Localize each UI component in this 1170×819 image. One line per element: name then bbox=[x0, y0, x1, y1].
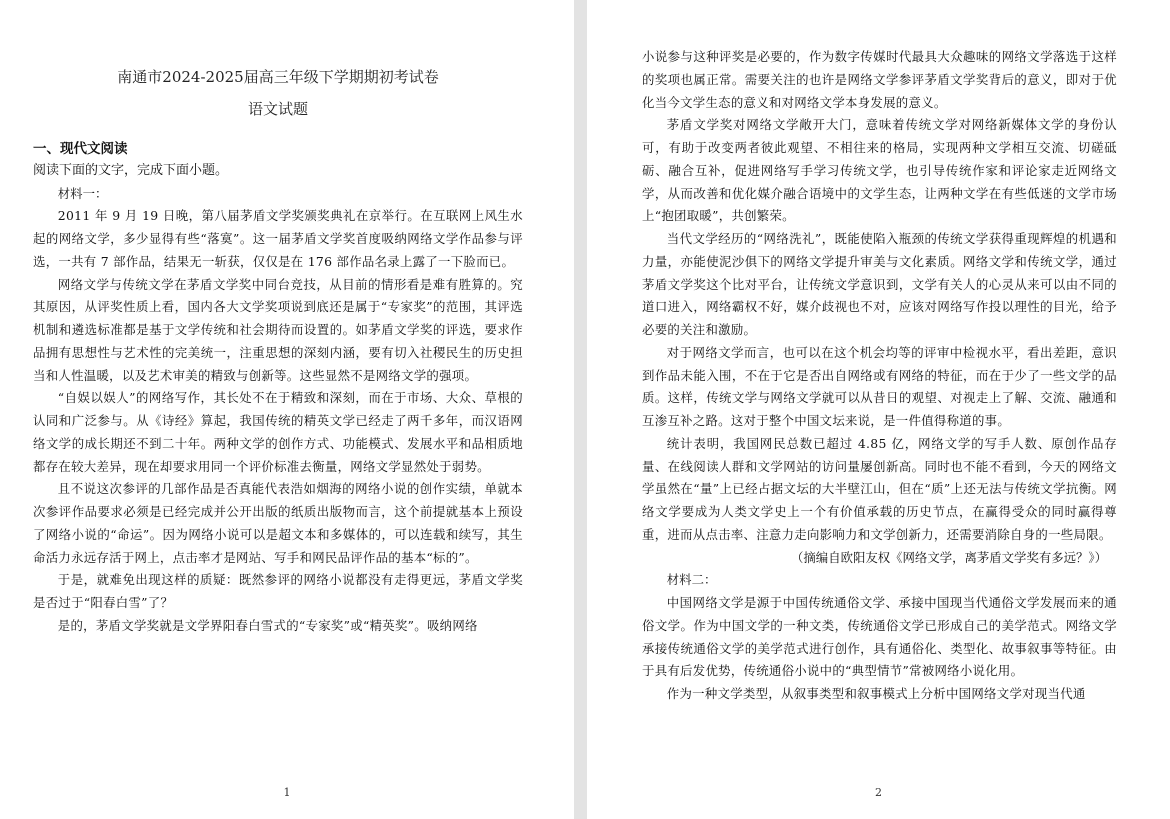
exam-title: 南通市2024-2025届高三年级下学期期初考试卷 bbox=[117, 68, 439, 86]
page-number: 2 bbox=[875, 786, 882, 799]
paragraph: 茅盾文学奖对网络文学敞开大门，意味着传统文学对网络新媒体文学的身份认可，有助于改变两者彼此观望、不相往来的格局，实现两种文学相互交流、切磋砥砺、融合互补，促进网络写手学习传统文学，也引导传统作家和评论家走近网络文学，从而改善和优化媒介融合语境中的文学生态，让两种文学在有些低迷的文学市场上“抱团取暖”，共创繁荣。 bbox=[642, 117, 1117, 224]
source-citation: （摘编自欧阳友权《网络文学，离茅盾文学奖有多远？》） bbox=[791, 549, 1107, 565]
material-1-label: 材料一： bbox=[57, 185, 108, 201]
paragraph: 作为一种文学类型，从叙事类型和叙事模式上分析中国网络文学对现当代通 bbox=[666, 686, 1086, 701]
reading-instruction: 阅读下面的文字，完成下面小题。 bbox=[33, 163, 229, 178]
paragraph: 中国网络文学是源于中国传统通俗文学、承接中国现当代通俗文学发展而来的通俗文学。作为中国文学的一种文类，传统通俗文学已形成自己的美学范式。网络文学承接传统通俗文学的美学范式进行创作，具有通俗化、类型化、故事叙事等特征。由于具有后发优势，传统通俗小说中的“典型情节”常被网络小说化用。 bbox=[642, 595, 1117, 679]
page-gutter bbox=[574, 0, 587, 819]
paragraph: 是的，茅盾文学奖就是文学界阳春白雪式的“专家奖”或“精英奖”。吸纳网络 bbox=[57, 617, 478, 633]
paragraph: 2011 年 9 月 19 日晚，第八届茅盾文学奖颁奖典礼在京举行。在互联网上风生水起的网络文学，多少显得有些“落寞”。这一届茅盾文学奖首度吸纳网络文学作品参与评选，一共有 7 部作品，结果无一斩获，仅仅是在 176 部作品名录上露了一下脸而已。 bbox=[33, 208, 523, 269]
paragraph: 小说参与这种评奖是必要的，作为数字传媒时代最具大众趣味的网络文学落选于这样的奖项也属正常。需要关注的也许是网络文学参评茅盾文学奖背后的意义，即对于优化当今文学生态的意义和对网络文学本身发展的意义。 bbox=[642, 49, 1117, 110]
paragraph: 统计表明，我国网民总数已超过 4.85 亿，网络文学的写手人数、原创作品存量、在线阅读人群和文学网站的访问量屡创新高。同时也不能不看到，今天的网络文学虽然在“量”上已经占据文坛的大半壁江山，但在“质”上还无法与传统文学抗衡。网络文学要成为人类文学史上一个有价值承载的历史节点，在赢得受众的同时赢得尊重，进而从点击率、注意力走向影响力和文学创新力，还需要消除自身的一些局限。 bbox=[642, 435, 1117, 542]
paragraph: 当代文学经历的“网络洗礼”，既能使陷入瓶颈的传统文学获得重现辉煌的机遇和力量，亦能使泥沙俱下的网络文学提升审美与文化素质。网络文学和传统文学，通过茅盾文学奖这个比对平台，让传统文学意识到，文学有关人的心灵从来可以由不同的道口进入，网络霸权不好，媒介歧视也不对，应该对网络写作投以理性的目光，给予必要的关注和激励。 bbox=[642, 231, 1117, 337]
paragraph: “自娱以娱人”的网络写作，其长处不在于精致和深刻，而在于市场、大众、草根的认同和广泛参与。从《诗经》算起，我国传统的精英文学已经走了两千多年，而汉语网络文学的成长期还不到二十年。两种文学的创作方式、功能模式、发展水平和品相质地都存在较大差异，现在却要求用同一个评价标准去衡量，网络文学显然处于弱势。 bbox=[33, 390, 523, 474]
page-1-content bbox=[33, 20, 523, 638]
paragraph: 对于网络文学而言，也可以在这个机会均等的评审中检视水平，看出差距，意识到作品未能入围，不在于它是否出自网络或有网络的特征，而在于少了一些文学的品质。这样，传统文学与网络文学就可以从昔日的观望、对视走上了解、交流、融通和互渗互补之路。这对于整个中国文坛来说，是一件值得称道的事。 bbox=[642, 344, 1117, 428]
exam-subtitle: 语文试题 bbox=[247, 100, 308, 118]
paragraph: 于是，就难免出现这样的质疑：既然参评的网络小说都没有走得更远，茅盾文学奖是否过于“阳春白雪”了？ bbox=[33, 572, 523, 611]
material-2-label: 材料二： bbox=[666, 572, 717, 588]
document-page-2 bbox=[587, 0, 1170, 819]
page-2-content bbox=[642, 46, 1117, 706]
page-number: 1 bbox=[283, 786, 291, 799]
section-heading: 一、现代文阅读 bbox=[33, 141, 128, 157]
paragraph: 且不说这次参评的几部作品是否真能代表浩如烟海的网络小说的创作实绩，单就本次参评作品要求必须是已经完成并公开出版的纸质出版物而言，这个前提就基本上预设了网络小说的“命运”。因为网络小说可以是超文本和多媒体的，可以连载和续写，其生命活力永远存活于网上，点击率才是网站、写手和网民品评作品的基本“标的”。 bbox=[33, 481, 523, 565]
document-page-1 bbox=[0, 0, 574, 819]
paragraph: 网络文学与传统文学在茅盾文学奖中同台竞技，从目前的情形看是难有胜算的。究其原因，从评奖性质上看，国内各大文学奖项说到底还是属于“专家奖”的范围，其评选机制和遴选标准都是基于文学传统和社会期待而设置的。如茅盾文学奖的评选，要求作品拥有思想性与艺术性的完美统一，注重思想的深刻内涵，要有切入社稷民生的历史担当和人性温暖，以及艺术审美的精致与创新等。这些显然不是网络文学的强项。 bbox=[33, 276, 523, 383]
